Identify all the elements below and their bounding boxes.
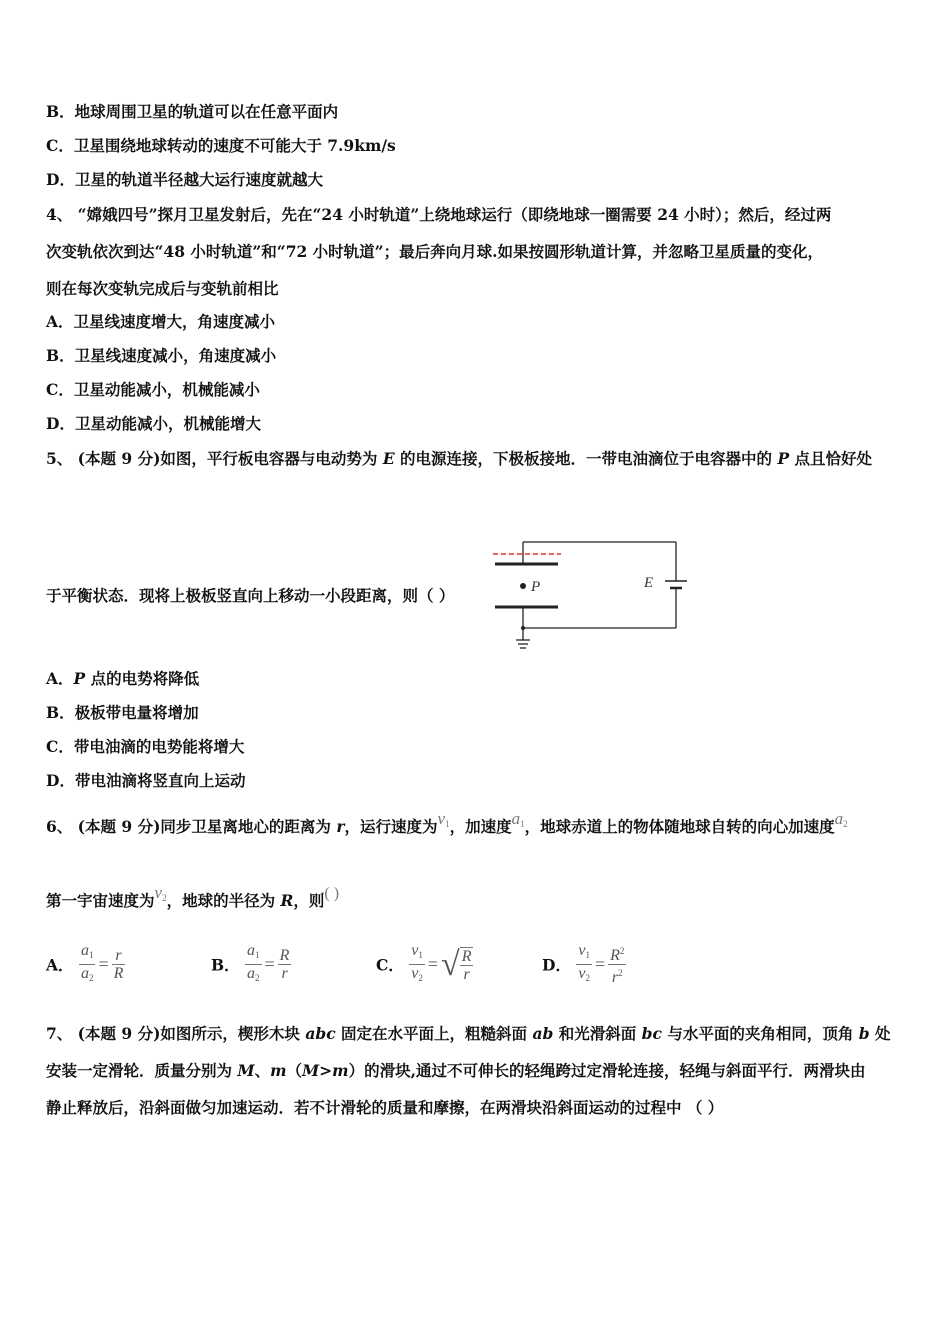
q6-option-d: [542, 942, 626, 987]
R-symbol: R: [610, 947, 620, 964]
q7-text-c: 和光滑斜面: [553, 1024, 642, 1043]
q4-option-c: C．卫星动能减小，机械能减小: [46, 380, 260, 399]
q6-text2: ，加速度: [449, 817, 512, 836]
sub-2: 2: [162, 893, 167, 903]
q3-option-c: C．卫星围绕地球转动的速度不可能大于 7.9km/s: [46, 136, 396, 155]
sup-2: 2: [618, 968, 623, 978]
equals-sign: =: [98, 954, 109, 974]
q6-line2-mid: ，地球的半径为: [166, 891, 281, 910]
a-symbol: a: [80, 965, 89, 982]
a-symbol: a: [834, 809, 844, 828]
q6-text3: ，地球赤道上的物体随地球自转的向心加速度: [524, 817, 835, 836]
q5-stem-line2: 于平衡状态．现将上极板竖直向上移动一小段距离，则（ ）: [46, 586, 455, 605]
q5-option-d: D．带电油滴将竖直向上运动: [46, 771, 246, 790]
sub-1: 1: [445, 819, 450, 829]
capacitor-circuit-diagram: [485, 530, 695, 655]
q7-text-a: 7、 (本题 9 分)如图所示，楔形木块: [46, 1024, 306, 1043]
fraction-r-R: [112, 947, 126, 982]
sub-1: 1: [520, 819, 525, 829]
q7-text-e: 处: [869, 1024, 891, 1043]
junction-dot: [521, 626, 525, 630]
sub-2: 2: [255, 973, 260, 983]
square-root: √ $\frac{R}{r}$: [441, 945, 472, 983]
q6-option-a-label: A．: [46, 955, 74, 975]
q5-mid: 的电源连接，下极板接地．一带电油滴位于电容器中的: [394, 449, 778, 468]
q7-stem-line3: 静止释放后，沿斜面做匀加速运动．若不计滑轮的质量和摩擦，在两滑块沿斜面运动的过程中 （ ）: [46, 1098, 724, 1117]
q7-var-b: b: [858, 1024, 870, 1043]
q6-option-b-label: B．: [211, 955, 240, 975]
equals-sign: =: [427, 954, 439, 974]
q5-option-a-label: A．: [46, 669, 74, 688]
q6-text1: ，运行速度为: [344, 817, 438, 836]
q6-prefix: 6、 (本题 9 分)同步卫星离地心的距离为: [46, 817, 337, 836]
equals-sign: =: [594, 954, 606, 974]
v-symbol: v: [437, 809, 446, 828]
sub-1: 1: [255, 950, 260, 960]
v-symbol: v: [578, 942, 586, 959]
q7-var-M-gt-m: M>m: [302, 1061, 349, 1080]
R-symbol: R: [461, 947, 472, 965]
q7-var-bc: bc: [641, 1024, 662, 1043]
q7-paren-open: （: [286, 1061, 303, 1080]
q6-v1: [438, 809, 450, 828]
q6-option-d-label: D．: [542, 955, 571, 975]
q7-sep: 、: [254, 1061, 271, 1080]
v-symbol: v: [411, 965, 419, 982]
sub-1: 1: [585, 950, 590, 960]
q4-option-a: A．卫星线速度增大，角速度减小: [46, 312, 276, 331]
q7-text-b: 固定在水平面上，粗糙斜面: [335, 1024, 533, 1043]
a-symbol: a: [247, 942, 256, 959]
sup-2: 2: [619, 946, 625, 956]
v-symbol: v: [411, 942, 419, 959]
R-symbol: R: [279, 947, 290, 964]
q6-stem-line1: [46, 809, 848, 842]
q7-var-abc: abc: [305, 1024, 336, 1043]
sub-2: 2: [88, 973, 94, 983]
q6-answer-paren: ( ): [324, 885, 340, 902]
q5-option-a: [46, 669, 199, 689]
q5-stem-line1: [46, 449, 872, 469]
r-symbol: r: [463, 965, 470, 983]
q4-stem-line3: 则在每次变轨完成后与变轨前相比: [46, 279, 279, 298]
q6-option-c: [376, 942, 473, 987]
q5-suffix: 点且恰好处: [789, 449, 873, 468]
q5-prefix: 5、 (本题 9 分)如图，平行板电容器与电动势为: [46, 449, 383, 468]
fraction-a1-a2: [79, 942, 96, 987]
fraction-R2-r2: [608, 943, 626, 986]
q7-text-d: 与水平面的夹角相同，顶角: [661, 1024, 859, 1043]
sub-1: 1: [418, 950, 423, 960]
sub-2: 2: [418, 973, 423, 983]
fraction-R-r: [460, 948, 474, 983]
q7-var-m: m: [270, 1061, 287, 1080]
q5-var-E: E: [382, 449, 395, 468]
sub-2: 2: [585, 973, 590, 983]
fraction-v1-v2: [409, 942, 425, 987]
sub-1: 1: [88, 950, 94, 960]
q7-stem-line1: [46, 1024, 890, 1044]
q6-stem-line2: [46, 883, 340, 916]
q3-option-d: D．卫星的轨道半径越大运行速度就越大: [46, 170, 323, 189]
q5-option-a-text: 点的电势将降低: [85, 669, 200, 688]
q5-var-P: P: [777, 449, 790, 468]
q6-v2: [155, 883, 167, 902]
q4-stem-line1: 4、 “嫦娥四号”探月卫星发射后，先在“24 小时轨道”上绕地球运行（即绕地球一圈需要 24 小时）；然后，经过两: [46, 205, 832, 224]
fraction-v1-v2: [576, 942, 592, 987]
equals-sign: =: [264, 954, 275, 974]
q3-option-b: B．地球周围卫星的轨道可以在任意平面内: [46, 102, 339, 121]
q7-var-M: M: [237, 1061, 255, 1080]
q7-text-f: 安装一定滑轮．质量分别为: [46, 1061, 238, 1080]
oil-drop-dot: [520, 583, 526, 589]
q4-option-b: B．卫星线速度减小，角速度减小: [46, 346, 277, 365]
r-symbol: r: [281, 965, 288, 982]
label-E: E: [644, 575, 654, 591]
r-symbol: r: [112, 947, 126, 965]
q5-option-a-var: P: [73, 669, 86, 688]
a-symbol: a: [80, 942, 89, 959]
q7-text-g: ）的滑块,通过不可伸长的轻绳跨过定滑轮连接，轻绳与斜面平行．两滑块由: [348, 1061, 866, 1080]
q6-a1: [512, 809, 525, 828]
a-symbol: a: [511, 809, 521, 828]
q6-a2: [835, 809, 848, 828]
q4-stem-line2: 次变轨依次到达“48 小时轨道”和“72 小时轨道”；最后奔向月球.如果按圆形轨道计算，并忽略卫星质量的变化，: [46, 242, 823, 261]
q7-var-ab: ab: [532, 1024, 554, 1043]
q6-var-R: R: [280, 891, 294, 910]
q6-option-a: [46, 942, 125, 987]
fraction-R-r: [278, 947, 292, 982]
R-symbol: R: [113, 965, 124, 982]
q5-option-b: B．极板带电量将增加: [46, 703, 199, 722]
q4-option-d: D．卫星动能减小，机械能增大: [46, 414, 261, 433]
a-symbol: a: [247, 965, 256, 982]
q6-option-b: [211, 942, 291, 987]
label-P: P: [531, 579, 541, 595]
q6-line2-prefix: 第一宇宙速度为: [46, 891, 155, 910]
q5-option-c: C．带电油滴的电势能将增大: [46, 737, 245, 756]
fraction-a1-a2: [245, 942, 262, 987]
q7-stem-line2: [46, 1061, 865, 1081]
q6-line2-suffix: ，则: [293, 891, 325, 910]
q6-option-c-label: C．: [376, 955, 404, 975]
v-symbol: v: [578, 965, 586, 982]
sub-2: 2: [843, 819, 848, 829]
v-symbol: v: [154, 883, 163, 902]
q6-var-r: r: [336, 817, 345, 836]
r-symbol: r: [611, 969, 619, 986]
